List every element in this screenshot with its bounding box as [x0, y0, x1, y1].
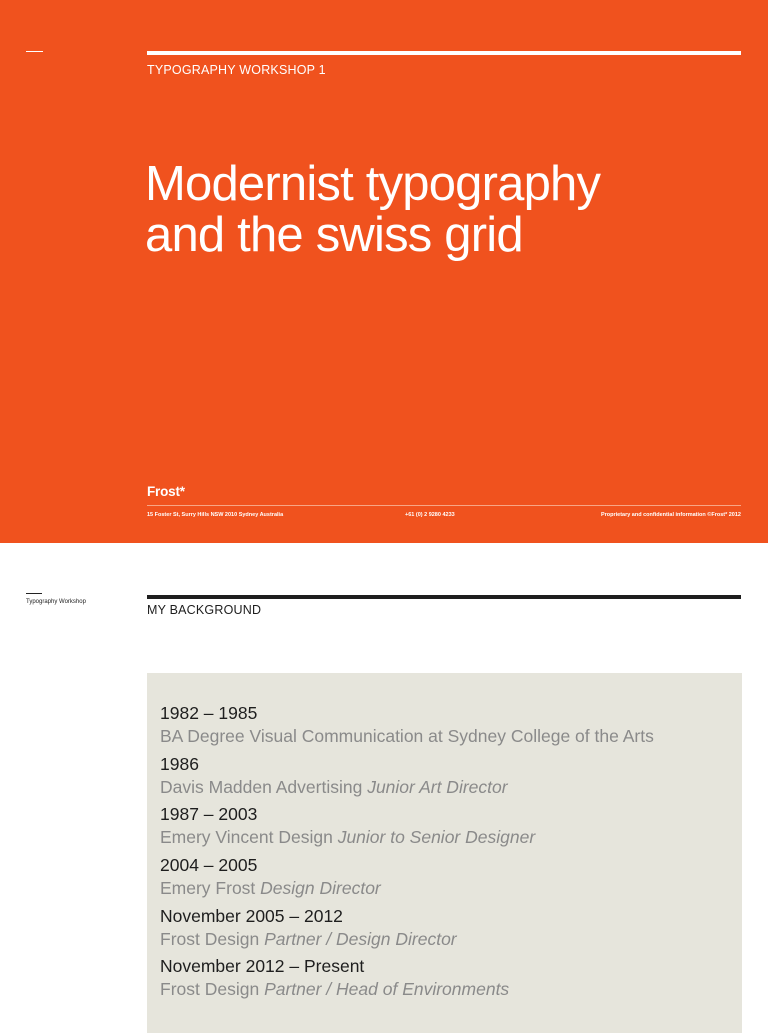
entry-detail [160, 725, 735, 748]
page-marker-dash [26, 593, 42, 594]
entry-role: Partner / Design Director [264, 928, 457, 949]
entry-role: Partner / Head of Environments [264, 979, 510, 1000]
entry-role: Design Director [260, 878, 381, 899]
entry-years: November 2012 – Present [160, 956, 365, 977]
page-marker-dash [26, 51, 43, 52]
entry-detail [160, 826, 735, 849]
kicker: TYPOGRAPHY WORKSHOP 1 [147, 63, 326, 77]
entry-organisation: Emery Frost [160, 878, 261, 899]
entry-detail [160, 928, 735, 951]
entry-organisation: Emery Vincent Design [160, 827, 338, 848]
cover-title-line-1: Modernist typography [145, 156, 601, 211]
timeline-entry [160, 854, 735, 900]
entry-detail [160, 776, 735, 799]
footer-address: 15 Foster St, Surry Hills NSW 2010 Sydney Australia [147, 512, 284, 518]
entry-organisation: BA Degree Visual Communication at Sydney College of the Arts [160, 726, 654, 746]
entry-years: 1982 – 1985 [160, 703, 258, 723]
timeline-entry [160, 753, 735, 799]
timeline-entry [160, 803, 735, 849]
entry-organisation: Frost Design [160, 928, 265, 949]
entry-detail [160, 978, 735, 1001]
timeline-panel [147, 673, 742, 1033]
timeline-entry [160, 702, 735, 748]
footer-phone: +61 (0) 2 9280 4233 [405, 512, 455, 518]
frost-logo: Frost* [147, 484, 185, 499]
top-rule [147, 51, 741, 55]
entry-organisation: Frost Design [160, 979, 265, 1000]
entry-years: 2004 – 2005 [160, 855, 258, 876]
cover-title [145, 156, 745, 262]
section-heading: MY BACKGROUND [147, 603, 262, 617]
top-rule [147, 595, 741, 599]
background-slide [0, 543, 768, 1024]
entry-organisation: Davis Madden Advertising [160, 776, 368, 797]
timeline-list [160, 702, 735, 1006]
entry-years: November 2005 – 2012 [160, 905, 343, 926]
entry-years: 1986 [160, 753, 199, 774]
entry-years: 1987 – 2003 [160, 804, 258, 825]
footer-rule [147, 505, 741, 506]
footer-legal: Proprietary and confidential information ©Frost* 2012 [600, 512, 741, 518]
timeline-entry [160, 955, 735, 1001]
sidebar-label: Typography Workshop [26, 599, 86, 605]
entry-role: Junior to Senior Designer [337, 827, 536, 848]
entry-role: Junior Art Director [367, 776, 508, 797]
entry-detail [160, 877, 735, 900]
cover-title-line-2: and the swiss grid [145, 207, 523, 262]
timeline-entry [160, 905, 735, 951]
